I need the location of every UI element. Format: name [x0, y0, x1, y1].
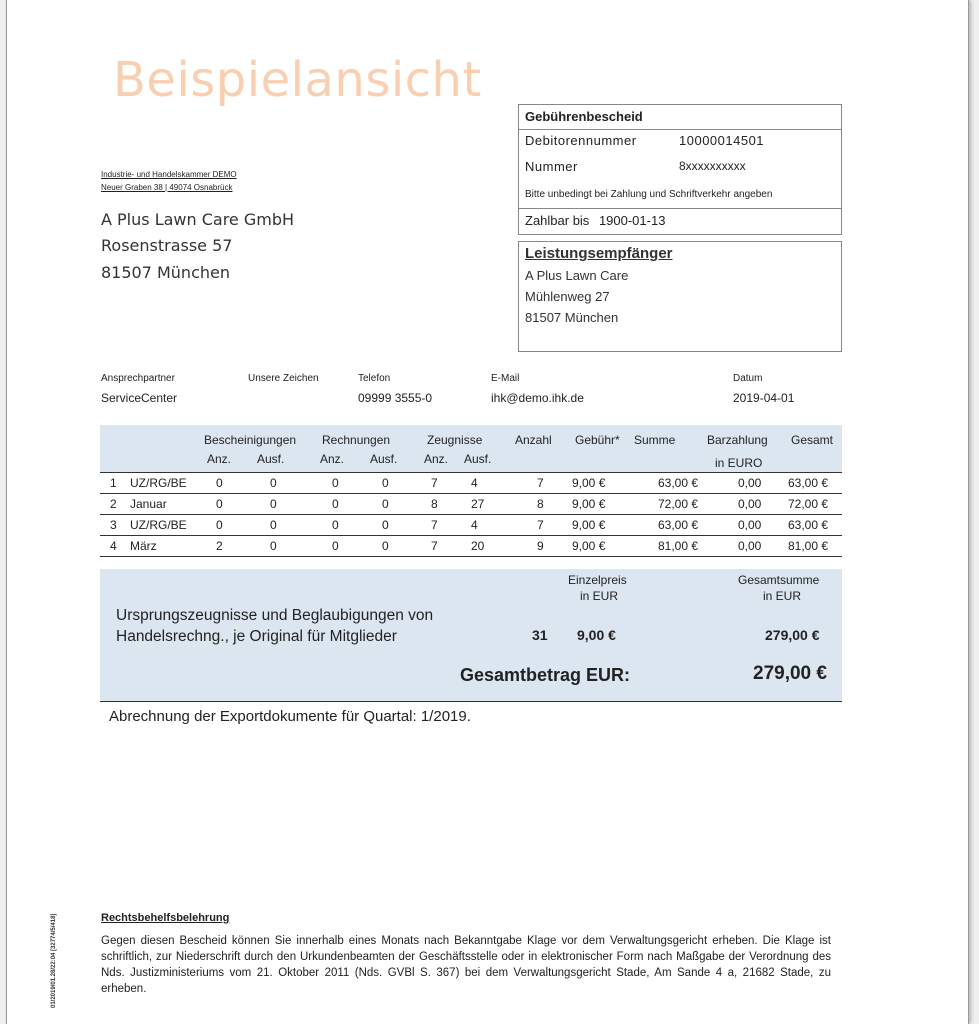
header-summe: Summe: [634, 433, 676, 447]
fee-notice-details: [519, 130, 841, 209]
unit-price-label-1: Einzelpreis: [568, 573, 627, 587]
cell-label: UZ/RG/BE: [130, 476, 187, 490]
table-header: [100, 425, 842, 473]
cell-bar: 0,00: [738, 497, 762, 511]
cell-anzahl: 9: [537, 539, 544, 553]
cell-r-ausf: 0: [382, 497, 389, 511]
cell-b-anz: 0: [216, 476, 223, 490]
email-label: E-Mail: [491, 373, 520, 384]
cell-gesamt: 63,00 €: [788, 518, 829, 532]
number-value: 8xxxxxxxxxx: [679, 159, 746, 173]
sender-line-2: Neuer Graben 38 | 49074 Osnabrück: [101, 183, 233, 192]
header-anzahl: Anzahl: [515, 433, 552, 447]
grand-total-label: Gesamtbetrag EUR:: [460, 665, 631, 685]
cell-gesamt: 72,00 €: [788, 497, 829, 511]
cell-r-ausf: 0: [382, 518, 389, 532]
cell-z-anz: 7: [431, 476, 438, 490]
cell-gebuehr: 9,00 €: [572, 497, 606, 511]
header-r-anz: Anz.: [320, 452, 345, 466]
cell-nr: 2: [110, 497, 117, 511]
cell-r-anz: 0: [332, 476, 339, 490]
cell-b-anz: 0: [216, 497, 223, 511]
header-gebuehr: Gebühr*: [575, 433, 620, 447]
due-value: 1900-01-13: [598, 213, 666, 228]
reference-label: Unsere Zeichen: [248, 373, 319, 384]
cell-z-ausf: 4: [471, 476, 478, 490]
contact-person-value: ServiceCenter: [101, 391, 178, 405]
cell-r-ausf: 0: [382, 476, 389, 490]
number-label: Nummer: [525, 159, 578, 174]
table-row: [100, 515, 842, 536]
summary-unit-price: 9,00 €: [577, 627, 616, 643]
cell-r-anz: 0: [332, 497, 339, 511]
cell-summe: 72,00 €: [658, 497, 699, 511]
header-z-anz: Anz.: [424, 452, 449, 466]
cell-nr: 1: [110, 476, 117, 490]
due-row: [519, 209, 841, 234]
document-page: [6, 0, 969, 1024]
unit-price-label-2: in EUR: [580, 589, 619, 603]
fee-notice-title: Gebührenbescheid: [519, 105, 841, 130]
recipient-street: Rosenstrasse 57: [101, 236, 233, 255]
side-print: 01/2019/01.28/22:04 [32774/5/418]: [51, 913, 57, 1008]
cell-z-ausf: 4: [471, 518, 478, 532]
payment-hint: Bitte unbedingt bei Zahlung und Schriftverkehr angeben: [525, 189, 773, 200]
cell-z-ausf: 20: [471, 539, 485, 553]
date-value: 2019-04-01: [733, 391, 795, 405]
phone-value: 09999 3555-0: [358, 391, 433, 405]
summary-block: [100, 569, 842, 702]
cell-summe: 63,00 €: [658, 476, 699, 490]
watermark: Beispielansicht: [113, 52, 482, 108]
cell-bar: 0,00: [738, 476, 762, 490]
cell-nr: 3: [110, 518, 117, 532]
header-z-ausf: Ausf.: [464, 452, 492, 466]
cell-gebuehr: 9,00 €: [572, 539, 606, 553]
quarter-note: Abrechnung der Exportdokumente für Quartal: 1/2019.: [109, 708, 471, 725]
cell-r-ausf: 0: [382, 539, 389, 553]
recipient-city: 81507 München: [101, 263, 230, 282]
table-row: [100, 494, 842, 515]
cell-b-ausf: 0: [270, 476, 277, 490]
cell-z-anz: 7: [431, 539, 438, 553]
debtor-label: Debitorennummer: [525, 133, 637, 148]
cell-z-ausf: 27: [471, 497, 485, 511]
cell-b-anz: 2: [216, 539, 223, 553]
cell-gebuehr: 9,00 €: [572, 518, 606, 532]
service-recipient-title: Leistungsempfänger: [525, 245, 673, 262]
recipient-name: A Plus Lawn Care GmbH: [101, 210, 295, 229]
date-label: Datum: [733, 373, 763, 384]
summary-description-2: Handelsrechng., je Original für Mitglieder: [116, 628, 397, 645]
cell-gesamt: 63,00 €: [788, 476, 829, 490]
header-in-euro: in EURO: [715, 456, 763, 470]
phone-label: Telefon: [358, 373, 391, 384]
cell-r-anz: 0: [332, 518, 339, 532]
fee-notice-box: [518, 104, 842, 235]
table-row: [100, 536, 842, 557]
cell-b-ausf: 0: [270, 518, 277, 532]
due-label: Zahlbar bis: [525, 213, 590, 228]
cell-gebuehr: 9,00 €: [572, 476, 606, 490]
summary-total: 279,00 €: [765, 627, 820, 643]
cell-summe: 81,00 €: [658, 539, 699, 553]
legal-text: Gegen diesen Bescheid können Sie innerhalb eines Monats nach Bekanntgabe Klage vor dem Verwaltungsgericht erheben. Die Klage ist schriftlich, zur Niederschrift durch den Urkundenbeamten der Geschäftsstelle oder in elektronischer Form nach Maßgabe der Verordnung des Nds. Justizministeriums vom 21. Oktober 2011 (Nds. GVBl S. 367) bei dem Verwaltungsgericht Stade, Am Sande 4 a, 21682 Stade, zu erheben.: [101, 935, 831, 995]
cell-label: März: [130, 539, 157, 553]
total-label-1: Gesamtsumme: [738, 573, 820, 587]
cell-gesamt: 81,00 €: [788, 539, 829, 553]
debtor-value: 10000014501: [679, 133, 765, 148]
cell-b-ausf: 0: [270, 539, 277, 553]
summary-count: 31: [532, 627, 548, 643]
cell-bar: 0,00: [738, 518, 762, 532]
cell-b-anz: 0: [216, 518, 223, 532]
cell-summe: 63,00 €: [658, 518, 699, 532]
cell-nr: 4: [110, 539, 117, 553]
header-bescheinigungen: Bescheinigungen: [204, 433, 297, 447]
email-value: ihk@demo.ihk.de: [491, 391, 584, 405]
total-label-2: in EUR: [763, 589, 802, 603]
header-rechnungen: Rechnungen: [322, 433, 391, 447]
cell-anzahl: 7: [537, 518, 544, 532]
service-recipient-name: A Plus Lawn Care: [525, 268, 629, 283]
header-barzahlung: Barzahlung: [707, 433, 768, 447]
sender-line-1: Industrie- und Handelskammer DEMO: [101, 170, 237, 179]
legal-title: Rechtsbehelfsbelehrung: [101, 912, 230, 924]
cell-z-anz: 7: [431, 518, 438, 532]
cell-label: Januar: [130, 497, 167, 511]
contact-person-label: Ansprechpartner: [101, 373, 175, 384]
grand-total-value: 279,00 €: [753, 663, 827, 684]
header-gesamt: Gesamt: [791, 433, 834, 447]
service-recipient-city: 81507 München: [525, 310, 619, 325]
table-row: [100, 473, 842, 494]
header-b-anz: Anz.: [207, 452, 232, 466]
summary-description-1: Ursprungszeugnisse und Beglaubigungen von: [116, 607, 434, 624]
cell-r-anz: 0: [332, 539, 339, 553]
cell-label: UZ/RG/BE: [130, 518, 187, 532]
service-recipient-box: [518, 241, 842, 352]
cell-anzahl: 7: [537, 476, 544, 490]
header-r-ausf: Ausf.: [370, 452, 398, 466]
header-b-ausf: Ausf.: [257, 452, 285, 466]
header-zeugnisse: Zeugnisse: [427, 433, 483, 447]
cell-bar: 0,00: [738, 539, 762, 553]
cell-b-ausf: 0: [270, 497, 277, 511]
cell-anzahl: 8: [537, 497, 544, 511]
cell-z-anz: 8: [431, 497, 438, 511]
service-recipient-street: Mühlenweg 27: [525, 289, 610, 304]
